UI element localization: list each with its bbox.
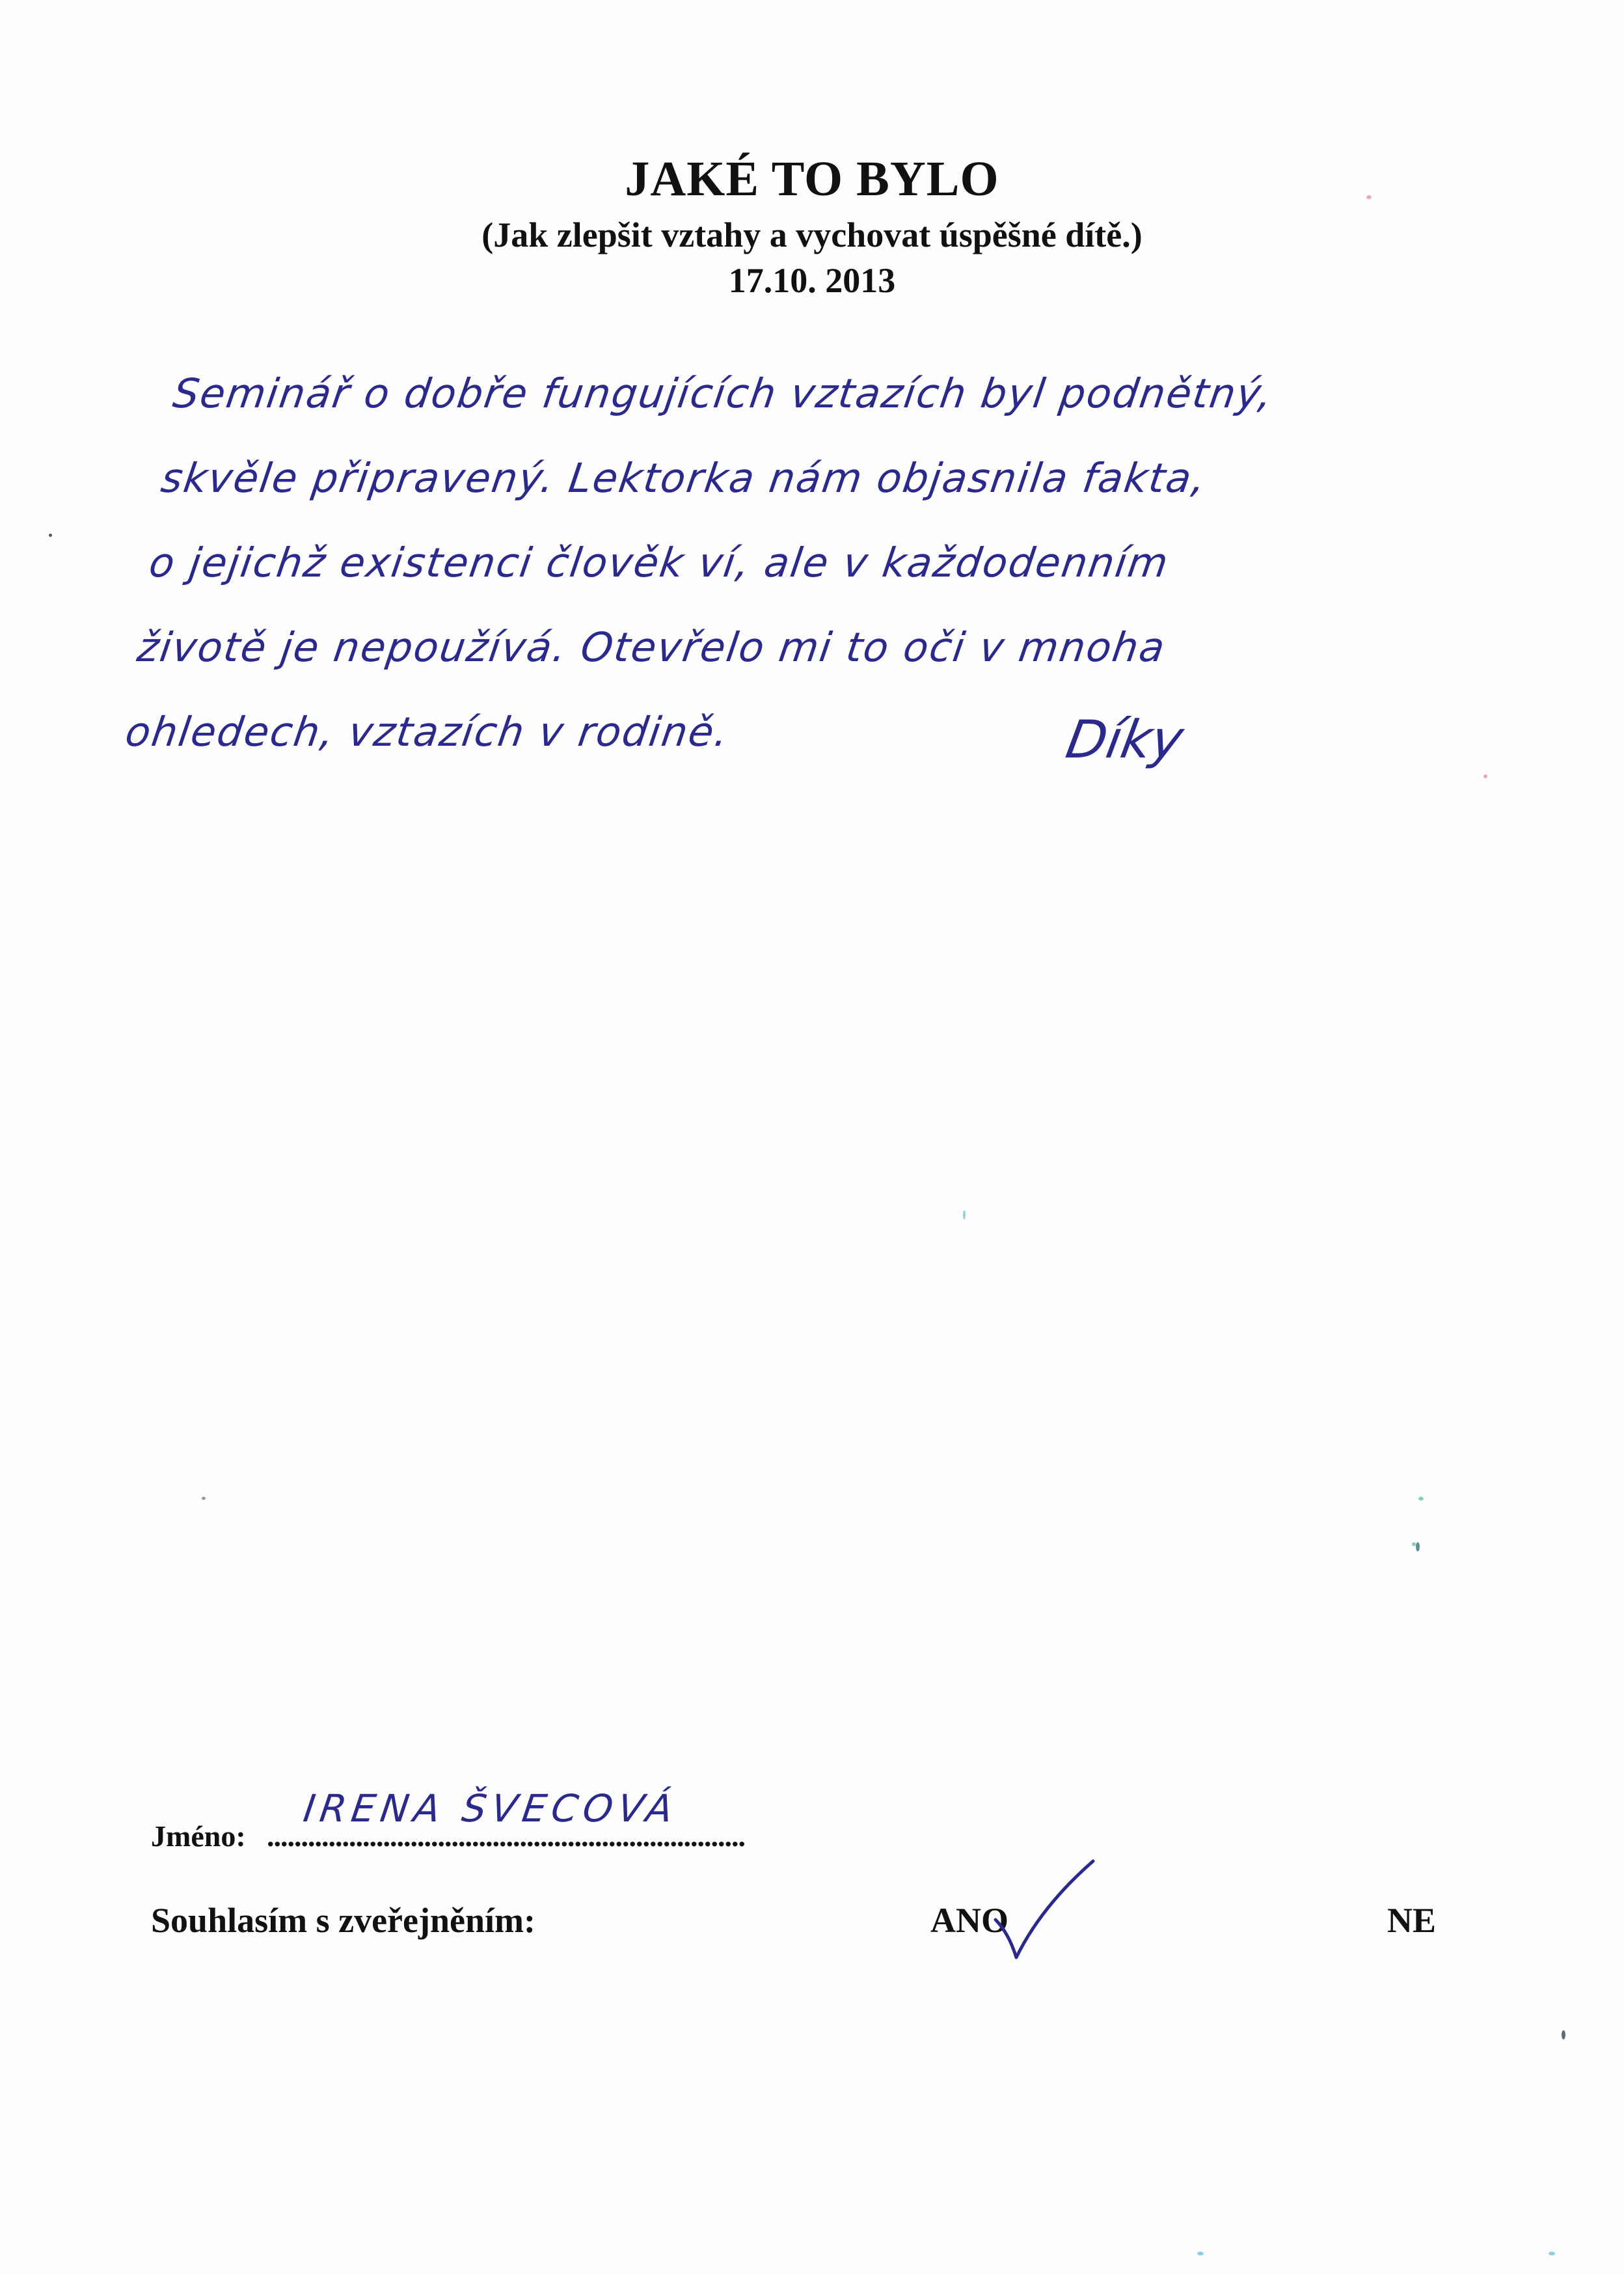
scan-speck — [1197, 2252, 1204, 2255]
checkmark-icon — [982, 1855, 1100, 1972]
document-title: JAKÉ TO BYLO — [625, 152, 999, 206]
scan-speck — [49, 534, 52, 537]
consent-option-no: NE — [1387, 1901, 1437, 1940]
name-label: Jméno: — [151, 1819, 246, 1853]
document-date: 17.10. 2013 — [728, 261, 896, 300]
consent-label: Souhlasím s zveřejněním: — [151, 1901, 535, 1940]
name-field-row — [151, 1786, 932, 1858]
scan-speck — [1366, 195, 1372, 199]
scan-speck — [1416, 1542, 1420, 1551]
handwritten-feedback — [120, 351, 1532, 774]
feedback-line: Seminář o dobře fungujících vztazích byl podnětný, — [170, 370, 1277, 417]
feedback-line: o jejichž existenci člověk ví, ale v každodenním — [146, 539, 1172, 586]
scan-speck — [1418, 1497, 1424, 1501]
consent-option-yes: ANO — [930, 1901, 1008, 1940]
feedback-line: životě je nepoužívá. Otevřelo mi to oči v mnoha — [134, 623, 1169, 671]
feedback-line: ohledech, vztazích v rodině. — [122, 708, 733, 756]
handwritten-signoff: Díky — [1061, 709, 1188, 770]
scan-speck — [1562, 2030, 1565, 2039]
scan-speck — [1549, 2252, 1555, 2255]
name-value: IRENA ŠVECOVÁ — [301, 1786, 681, 1831]
scan-speck — [963, 1210, 966, 1219]
feedback-line: skvěle připravený. Lektorka nám objasnila fakta, — [158, 454, 1210, 502]
scan-speck — [1483, 774, 1487, 778]
document-subtitle: (Jak zlepšit vztahy a vychovat úspěšné dítě.) — [481, 215, 1143, 254]
name-dotted-line: ...................................................................... — [267, 1819, 745, 1853]
scan-speck — [202, 1497, 206, 1500]
